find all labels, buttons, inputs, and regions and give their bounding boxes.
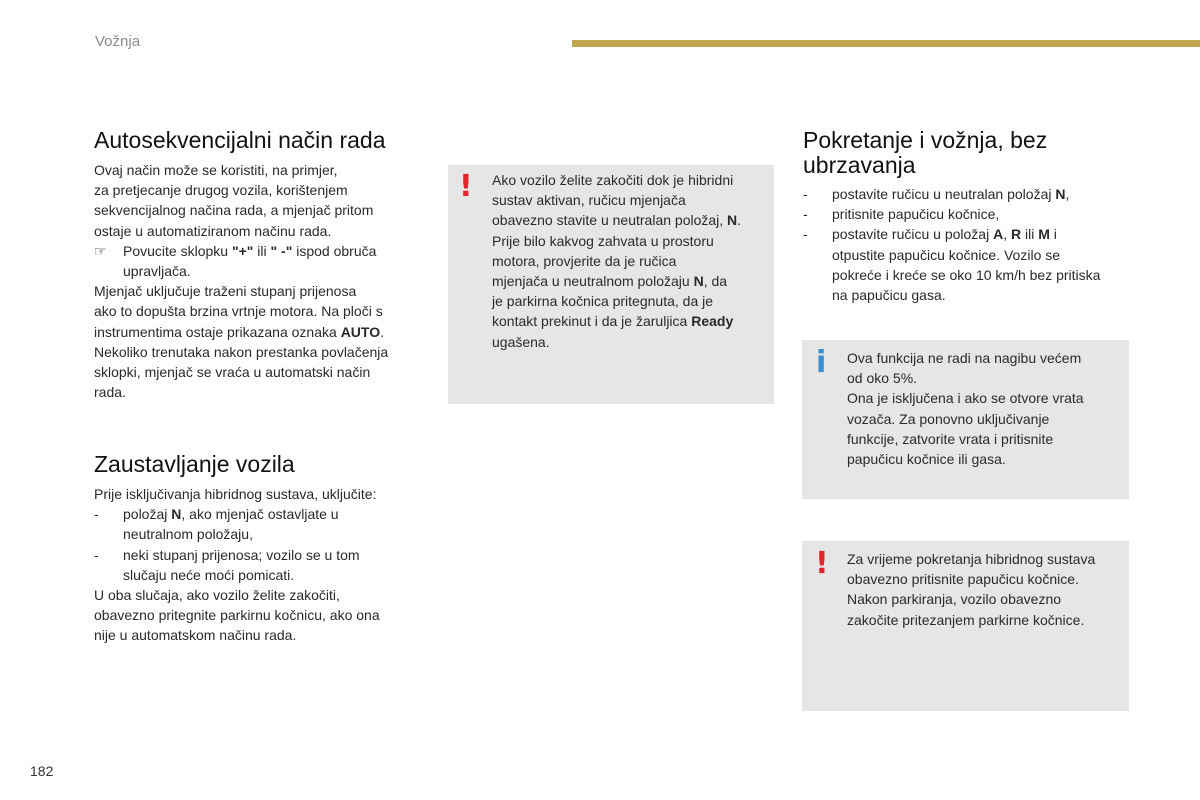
text-line: Mjenjač uključuje traženi stupanj prijenosa [94,283,357,300]
text-fragment: ili [253,242,271,259]
bullet-text [94,241,424,281]
text-line: Prije isključivanja hibridnog sustava, uključite: [94,486,377,502]
text-bold: N [171,506,182,523]
text-fragment: . [737,212,742,229]
text-line [492,210,772,230]
list-item-text [803,224,1143,305]
info-icon: i [816,345,827,380]
heading-stopping-vehicle: Zaustavljanje vozila [94,451,295,477]
text-fragment: , [1003,226,1011,243]
info-box-slope [802,340,1129,499]
text-line: ako to dopušta brzina vrtnje motora. Na ploči s [94,303,383,320]
text-fragment: na papučicu gasa. [832,287,946,304]
text-bold: Ready [691,313,734,330]
text-line: motora, provjerite da je ručica [492,252,677,269]
warning-text [492,170,772,352]
info-text [847,348,1127,469]
stopping-vehicle-text [94,484,424,646]
list-item [803,224,1143,305]
text-line: Nekoliko trenutaka nakon prestanka povlačenja [94,343,389,360]
warning-exclamation-icon: ! [459,169,473,204]
heading-start-drive-no-accel [803,128,1133,178]
text-bold: A [993,226,1004,243]
warning-box-brake-pedal [802,541,1129,711]
dash-marker: - [803,226,808,243]
text-line: Prije bilo kakvog zahvata u prostoru [492,232,714,249]
start-drive-steps [803,184,1143,305]
pointing-hand-icon: ☞ [94,242,107,259]
warning-box-neutral-position [448,165,774,404]
text-fragment: položaj [123,506,172,523]
text-line: Ova funkcija ne radi na nagibu većem [847,350,1082,366]
dash-marker: - [803,206,808,223]
heading-line: ubrzavanja [803,152,916,178]
text-bold: M [1038,226,1050,243]
text-line: Nakon parkiranja, vozilo obavezno [847,591,1062,608]
text-fragment: postavite ručicu u neutralan položaj [832,186,1056,202]
text-line: obavezno pritegnite parkirnu kočnicu, ako ona [94,607,380,624]
text-line: vozača. Za ponovno uključivanje [847,410,1050,427]
text-line: za pretjecanje drugog vozila, korištenjem [94,182,348,199]
text-fragment: pokreće i kreće se oko 10 km/h bez pritiska [832,266,1101,283]
text-fragment: neutralnom položaju, [123,526,253,543]
page-number: 182 [30,763,54,779]
text-fragment: neki stupanj prijenosa; vozilo se u tom [123,546,360,563]
text-bold: N [1055,186,1066,202]
text-fragment: , ako mjenjač ostavljate u [181,506,339,523]
text-fragment: obavezno stavite u neutralan položaj, [492,212,728,229]
text-line: obavezno pritisnite papučicu kočnice. [847,571,1079,588]
dash-marker: - [803,186,808,202]
text-line [492,271,772,291]
list-item-text [94,504,424,544]
text-fragment: i [1049,226,1057,243]
text-line: nije u automatskom načinu rada. [94,627,297,644]
text-line: U oba slučaja, ako vozilo želite zakočiti, [94,587,340,604]
dash-marker: - [94,546,99,563]
text-fragment: slučaju neće moći pomicati. [123,566,295,583]
list-item [803,204,1143,224]
text-line: sklopki, mjenjač se vraća u automatski način [94,364,371,381]
text-line [94,322,424,342]
text-line: Ako vozilo želite zakočiti dok je hibridni [492,172,734,188]
text-line: Za vrijeme pokretanja hibridnog sustava [847,551,1096,567]
sequential-mode-text [94,160,424,402]
warning-exclamation-icon: ! [815,546,829,581]
heading-line: Pokretanje i vožnja, bez [803,127,1048,153]
list-item-text [803,184,1143,204]
text-line [492,311,772,331]
text-fragment: ili [1021,226,1039,243]
text-fragment: upravljača. [123,263,191,280]
dash-marker: - [94,506,99,523]
text-line: sustav aktivan, ručicu mjenjača [492,192,686,209]
text-fragment: postavite ručicu u položaj [832,226,994,243]
text-fragment: , da [703,273,728,290]
text-fragment: . [380,323,384,340]
text-bold: N [727,212,738,229]
text-bold: AUTO [340,323,381,340]
text-line: od oko 5%. [847,370,918,387]
header-accent-bar [572,40,1200,47]
list-item [803,184,1143,204]
text-fragment: kontakt prekinut i da je žaruljica [492,313,692,330]
text-line: je parkirna kočnica pritegnuta, da je [492,293,714,310]
text-line: ostaje u automatiziranom načinu rada. [94,222,332,239]
text-bold: R [1011,226,1022,243]
text-fragment: otpustite papučicu kočnice. Vozilo se [832,246,1061,263]
instruction-bullet [94,241,424,281]
text-line: rada. [94,384,126,401]
text-line: papučicu kočnice ili gasa. [847,451,1006,468]
text-line: Ovaj način može se koristiti, na primjer, [94,162,338,178]
list-item-text [94,545,424,585]
text-bold: " -" [270,242,293,259]
list-item [94,545,424,585]
text-fragment: mjenjača u neutralnom položaju [492,273,694,290]
text-fragment: Povucite sklopku [123,242,232,259]
text-line: ugašena. [492,333,550,350]
list-item-text: pritisnite papučicu kočnice, [832,206,1000,223]
text-line: zakočite pritezanjem parkirne kočnice. [847,611,1085,628]
text-line: funkcije, zatvorite vrata i pritisnite [847,430,1054,447]
text-fragment: , [1065,186,1070,202]
text-line: sekvencijalnog načina rada, a mjenjač pritom [94,202,374,219]
section-label: Vožnja [95,33,141,50]
heading-sequential-mode: Autosekvencijalni način rada [94,127,386,153]
text-bold: N [693,273,704,290]
text-fragment: ispod obruča [292,242,377,259]
list-item [94,504,424,544]
text-bold: "+" [231,242,254,259]
warning-text [847,549,1127,630]
text-line: Ona je isključena i ako se otvore vrata [847,390,1084,407]
text-fragment: instrumentima ostaje prikazana oznaka [94,323,341,340]
